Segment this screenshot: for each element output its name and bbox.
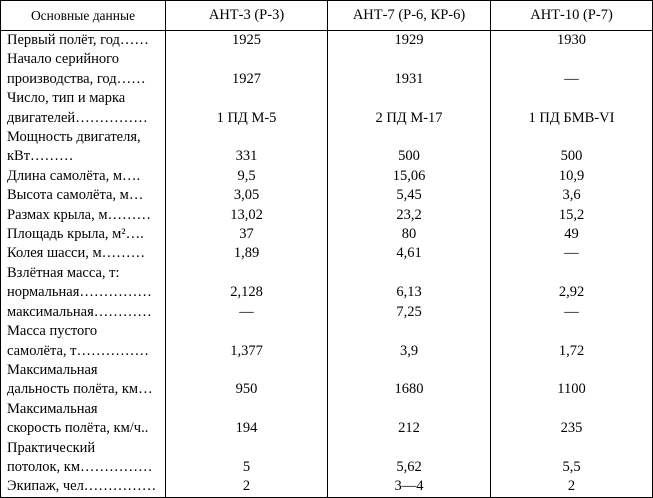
row-label-line: Максимальная bbox=[7, 361, 98, 378]
row-label-line: дальность полёта, км… bbox=[7, 381, 153, 398]
value-cell-ant7: 15,06 bbox=[328, 167, 491, 186]
row-label-line: Экипаж, чел…………… bbox=[7, 478, 157, 495]
table-row bbox=[1, 128, 653, 167]
value-cell-ant10: 5,5 bbox=[491, 439, 653, 478]
value-cell-ant3: 331 bbox=[166, 128, 328, 167]
table-row bbox=[1, 167, 653, 186]
row-label-line: потолок, км…………… bbox=[7, 458, 153, 475]
header-cell-ant7: АНТ-7 (Р-6, КР-6) bbox=[328, 1, 491, 31]
row-label-line: производства, год…… bbox=[7, 70, 146, 87]
row-label bbox=[1, 225, 166, 244]
value-cell-ant3: 2,128 bbox=[166, 264, 328, 303]
table-row bbox=[1, 477, 653, 497]
table-row bbox=[1, 206, 653, 225]
row-label-line: Высота самолёта, м… bbox=[7, 187, 144, 204]
value-cell-ant3: 9,5 bbox=[166, 167, 328, 186]
table-row bbox=[1, 225, 653, 244]
value-cell-ant7: 80 bbox=[328, 225, 491, 244]
table-row bbox=[1, 400, 653, 439]
row-label-line: Размах крыла, м……… bbox=[7, 206, 152, 223]
value-cell-ant7: 1680 bbox=[328, 361, 491, 400]
value-cell-ant3: 1925 bbox=[166, 31, 328, 51]
row-label-line: Взлётная масса, т: bbox=[7, 264, 120, 281]
value-cell-ant10: 1,72 bbox=[491, 322, 653, 361]
value-cell-ant3: 5 bbox=[166, 439, 328, 478]
value-cell-ant10: 15,2 bbox=[491, 206, 653, 225]
row-label bbox=[1, 264, 166, 303]
value-cell-ant7: 4,61 bbox=[328, 244, 491, 263]
value-cell-ant7: 3,9 bbox=[328, 322, 491, 361]
row-label-line: Длина самолёта, м…. bbox=[7, 167, 141, 184]
value-cell-ant3: 3,05 bbox=[166, 186, 328, 205]
value-cell-ant10: 2 bbox=[491, 477, 653, 497]
row-label-line: Практический bbox=[7, 439, 96, 456]
value-cell-ant7: 5,45 bbox=[328, 186, 491, 205]
value-cell-ant7: 7,25 bbox=[328, 303, 491, 322]
value-cell-ant3: 1927 bbox=[166, 50, 328, 89]
row-label-line: Площадь крыла, м²…. bbox=[7, 226, 144, 243]
row-label bbox=[1, 128, 166, 167]
value-cell-ant7: 1929 bbox=[328, 31, 491, 51]
table-row bbox=[1, 439, 653, 478]
value-cell-ant7: 6,13 bbox=[328, 264, 491, 303]
row-label-line: максимальная………… bbox=[7, 303, 152, 320]
row-label-line: нормальная…………… bbox=[7, 284, 152, 301]
value-cell-ant10: 1100 bbox=[491, 361, 653, 400]
row-label bbox=[1, 361, 166, 400]
row-label bbox=[1, 50, 166, 89]
row-label bbox=[1, 244, 166, 263]
value-cell-ant10: 2,92 bbox=[491, 264, 653, 303]
row-label-line: Максимальная bbox=[7, 400, 98, 417]
table-row bbox=[1, 31, 653, 51]
table-row bbox=[1, 89, 653, 128]
table-row bbox=[1, 50, 653, 89]
table-row bbox=[1, 361, 653, 400]
row-label bbox=[1, 477, 166, 497]
header-row bbox=[1, 1, 653, 31]
value-cell-ant3: 13,02 bbox=[166, 206, 328, 225]
table-row bbox=[1, 322, 653, 361]
row-label-line: Начало серийного bbox=[7, 51, 119, 68]
row-label bbox=[1, 322, 166, 361]
row-label bbox=[1, 89, 166, 128]
value-cell-ant3: 950 bbox=[166, 361, 328, 400]
value-cell-ant10: 10,9 bbox=[491, 167, 653, 186]
row-label-line: Мощность двигателя, bbox=[7, 129, 141, 146]
value-cell-ant10: 500 bbox=[491, 128, 653, 167]
value-cell-ant7: 3—4 bbox=[328, 477, 491, 497]
value-cell-ant10: 49 bbox=[491, 225, 653, 244]
table-row bbox=[1, 244, 653, 263]
row-label-line: Первый полёт, год…… bbox=[7, 32, 149, 48]
row-label-line: кВт……… bbox=[7, 148, 74, 165]
header-cell-ant3: АНТ-3 (Р-3) bbox=[166, 1, 328, 31]
row-label bbox=[1, 439, 166, 478]
value-cell-ant3: 2 bbox=[166, 477, 328, 497]
row-label bbox=[1, 206, 166, 225]
row-label bbox=[1, 186, 166, 205]
row-label-line: скорость полёта, км/ч.. bbox=[7, 420, 149, 437]
row-label bbox=[1, 400, 166, 439]
table-body bbox=[1, 31, 653, 498]
value-cell-ant7: 2 ПД М-17 bbox=[328, 89, 491, 128]
table-row bbox=[1, 303, 653, 322]
table-row bbox=[1, 264, 653, 303]
value-cell-ant3: — bbox=[166, 303, 328, 322]
row-label-line: Колея шасси, м……… bbox=[7, 245, 146, 262]
value-cell-ant3: 1 ПД М-5 bbox=[166, 89, 328, 128]
row-label-line: двигателей…………… bbox=[7, 109, 148, 126]
value-cell-ant7: 212 bbox=[328, 400, 491, 439]
value-cell-ant10: 235 bbox=[491, 400, 653, 439]
value-cell-ant3: 1,89 bbox=[166, 244, 328, 263]
row-label-line: Масса пустого bbox=[7, 323, 98, 340]
value-cell-ant3: 1,377 bbox=[166, 322, 328, 361]
row-label bbox=[1, 31, 166, 51]
value-cell-ant3: 37 bbox=[166, 225, 328, 244]
value-cell-ant10: — bbox=[491, 244, 653, 263]
value-cell-ant3: 194 bbox=[166, 400, 328, 439]
row-label-line: Число, тип и марка bbox=[7, 90, 126, 107]
value-cell-ant7: 1931 bbox=[328, 50, 491, 89]
table-row bbox=[1, 186, 653, 205]
value-cell-ant10: — bbox=[491, 50, 653, 89]
value-cell-ant10: 1930 bbox=[491, 31, 653, 51]
header-cell-ant10: АНТ-10 (Р-7) bbox=[491, 1, 653, 31]
row-label bbox=[1, 167, 166, 186]
row-label-line: самолёта, т…………… bbox=[7, 342, 149, 359]
value-cell-ant7: 23,2 bbox=[328, 206, 491, 225]
row-label bbox=[1, 303, 166, 322]
value-cell-ant10: 3,6 bbox=[491, 186, 653, 205]
value-cell-ant7: 5,62 bbox=[328, 439, 491, 478]
header-cell-parameter: Основные данные bbox=[1, 1, 166, 31]
value-cell-ant10: — bbox=[491, 303, 653, 322]
value-cell-ant7: 500 bbox=[328, 128, 491, 167]
value-cell-ant10: 1 ПД БМВ-VI bbox=[491, 89, 653, 128]
